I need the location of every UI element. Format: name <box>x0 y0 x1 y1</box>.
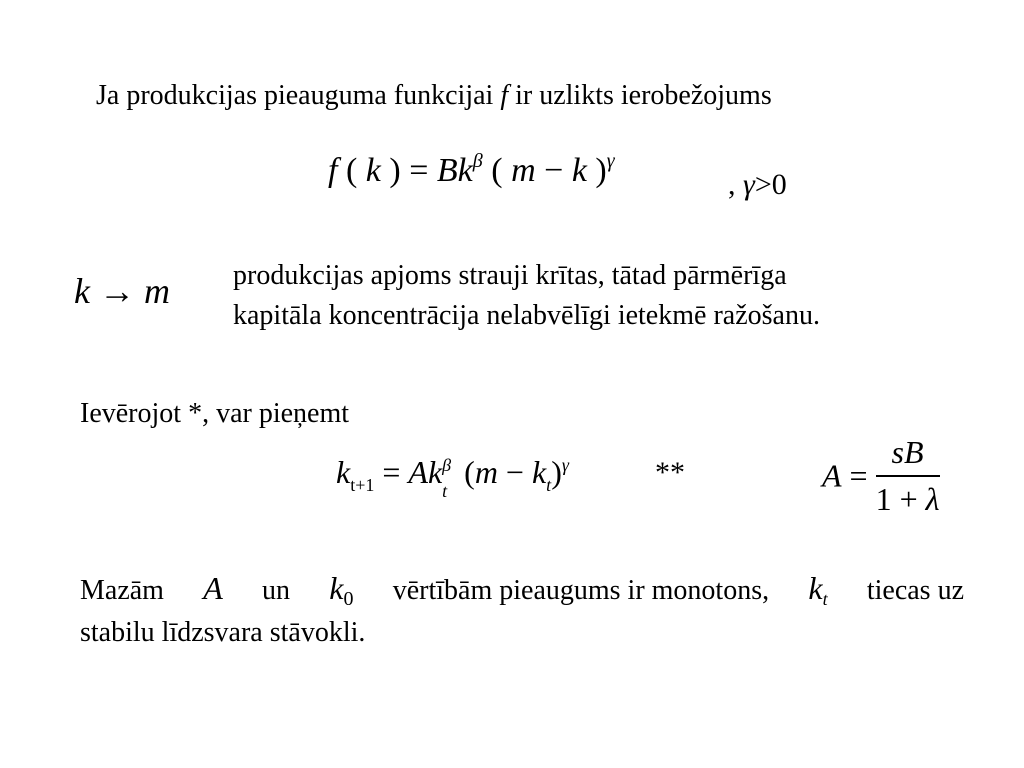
note-paragraph <box>233 256 820 336</box>
eq1-equals: = <box>400 152 437 189</box>
eqA-A: A <box>822 457 842 494</box>
equation-label: ** <box>655 456 685 489</box>
eq2-equals: = <box>374 454 409 490</box>
final-line-2: stabilu līdzsvara stāvokli. <box>80 617 366 648</box>
limit-arrow: → <box>89 271 144 311</box>
limit-m: m <box>143 271 170 311</box>
eq2-lparen: ( <box>456 454 475 490</box>
eq2-sub-t2: t <box>546 475 552 495</box>
eq1-lparen: ( <box>337 152 366 189</box>
limit-expression <box>74 270 170 312</box>
intro-f: f <box>500 80 509 111</box>
final-kt: k <box>808 570 823 606</box>
final-line-1 <box>80 568 964 613</box>
eqA-fraction <box>876 434 940 518</box>
eq2-sub-t: t <box>442 481 448 501</box>
eq2-k3: k <box>531 454 547 490</box>
eq1-B: B <box>436 152 458 189</box>
eqA-den-one: 1 <box>875 481 892 517</box>
eqA-den-lambda: λ <box>925 481 940 517</box>
equation-A-definition <box>822 434 940 518</box>
final-word-mazam: Mazām <box>80 575 164 606</box>
eq1-lparen2: ( <box>482 152 512 189</box>
equation-recurrence <box>336 454 569 501</box>
eq2-rparen: ) <box>551 454 562 490</box>
eq2-k2: k <box>427 454 443 490</box>
eq1-rparen: ) <box>380 152 401 189</box>
eq2-minus: − <box>497 454 532 490</box>
final-A: A <box>203 570 223 606</box>
eqA-numerator: sB <box>876 434 940 477</box>
eq1-minus: − <box>535 152 572 189</box>
eq1-m: m <box>511 152 536 189</box>
gamma-condition <box>728 168 787 202</box>
eq2-m: m <box>474 454 498 490</box>
eq1-k3: k <box>571 152 587 189</box>
eqA-denominator <box>876 477 940 518</box>
eq2-k: k <box>336 454 351 490</box>
ieverojot-text: Ievērojot *, var pieņemt <box>80 398 350 429</box>
eq2-beta: β <box>442 455 452 475</box>
note-line-2: kapitāla koncentrācija nelabvēlīgi ietekmē ražošanu. <box>233 300 820 331</box>
final-word-un: un <box>262 575 291 606</box>
eq1-k: k <box>365 152 381 189</box>
final-k0: k <box>329 570 344 606</box>
eq1-rparen2: ) <box>586 152 607 189</box>
cond-gamma: γ <box>743 168 755 201</box>
eq2-A: A <box>408 454 428 490</box>
eq2-gamma: γ <box>561 455 569 475</box>
intro-text <box>96 78 772 114</box>
eq1-k2: k <box>457 152 473 189</box>
final-paragraph <box>80 568 964 653</box>
limit-k: k <box>74 271 90 311</box>
final-k0-sub: 0 <box>343 588 354 610</box>
eq1-f: f <box>328 152 338 189</box>
note-line-1: produkcijas apjoms strauji krītas, tātad pārmērīga <box>233 260 787 291</box>
eqA-den-plus: + <box>891 481 926 517</box>
intro-before: Ja produkcijas pieauguma funkcijai <box>96 80 501 111</box>
eq1-beta: β <box>472 150 483 172</box>
eqA-equals: = <box>841 457 876 494</box>
intro-after: ir uzlikts ierobežojums <box>508 80 772 111</box>
final-text-end: tiecas uz <box>866 575 964 606</box>
final-kt-sub: t <box>822 589 828 609</box>
eq1-gamma: γ <box>606 150 615 172</box>
cond-comma: , <box>728 168 743 201</box>
eq2-sub-t1: t+1 <box>350 475 375 495</box>
cond-rest: >0 <box>754 168 787 201</box>
equation-production-function <box>328 152 615 190</box>
final-text-middle: vērtībām pieaugums ir monotons, <box>392 575 770 606</box>
